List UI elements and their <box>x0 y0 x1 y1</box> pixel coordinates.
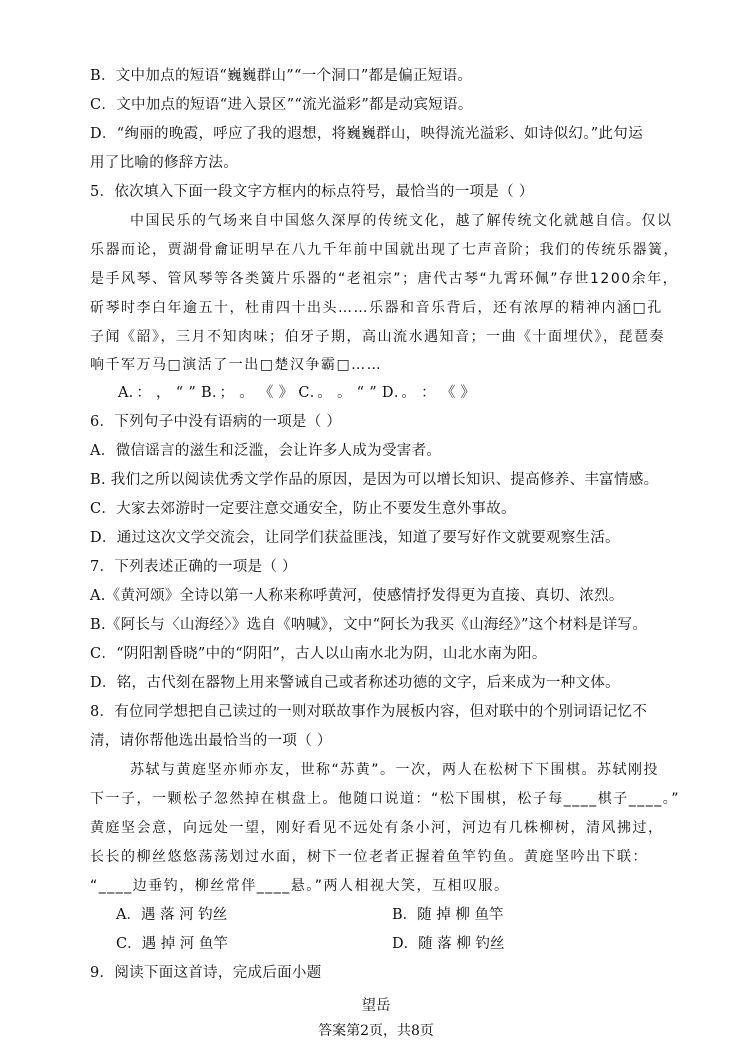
passage-line: 中国民乐的气场来自中国悠久深厚的传统文化，越了解传统文化就越自信。仅以 <box>130 213 673 229</box>
passage-line: 斫琴时李白年逾五十，杜甫四十出头……乐器和音乐背后，还有浓厚的精神内涵□孔 <box>90 300 663 316</box>
question-9: 9．阅读下面这首诗，完成后面小题 <box>90 965 322 981</box>
story-line: 黄庭坚会意，向远处一望，刚好看见不远处有条小河，河边有几株柳树，清风拂过， <box>90 820 664 836</box>
q5-options: A．： ， “ ” B．； 。 《 》 C．。 。 “ ” D．。 ： 《 》 <box>118 385 476 401</box>
passage-line: 乐器而论，贾湖骨龠证明早在八九千年前中国就出现了七声音阶；我们的传统乐器簧， <box>90 242 679 258</box>
passage-line: 响千军万马□演活了一出□楚汉争霸□…… <box>90 357 383 373</box>
text-line: 清，请你帮他选出最恰当的一项（ ） <box>90 733 332 749</box>
text-line: A．微信谣言的滋生和泛滥，会让许多人成为受害者。 <box>90 443 442 459</box>
option-c: C．遇 掉 河 鱼竿 <box>116 936 228 952</box>
story-line: 长长的柳丝悠悠荡荡划过水面，树下一位老者正握着鱼竿钓鱼。黄庭坚吟出下联： <box>90 849 648 865</box>
text-line: D．铭，古代刻在器物上用来警诫自己或者称述功德的文字，后来成为一种文体。 <box>90 675 620 691</box>
option-d: D．随 落 柳 钓丝 <box>392 936 505 952</box>
question-6: 6．下列句子中没有语病的一项是（ ） <box>90 414 342 430</box>
passage-line: 是手风琴、管风琴等各类簧片乐器的“老祖宗”；唐代古琴“九霄环佩”存世1200余年， <box>90 271 679 287</box>
text-line: C．“阴阳割昏晓”中的“阴阳”，古人以山南水北为阴，山北水南为阳。 <box>90 646 547 662</box>
story-line: 苏轼与黄庭坚亦师亦友，世称“苏黄”。一次，两人在松树下下围棋。苏轼刚投 <box>130 762 660 778</box>
text-line: D．“绚丽的晚霞，呼应了我的遐想，将巍巍群山，映得流光溢彩、如诗似幻。”此句运 <box>90 126 643 142</box>
text-line: 用了比喻的修辞方法。 <box>90 155 238 171</box>
text-line: B.《阿长与〈山海经〉》选自《呐喊》，文中“阿长为我买《山海经》”这个材料是详写。 <box>90 617 648 633</box>
poem-title: 望岳 <box>361 998 391 1014</box>
option-b: B．随 掉 柳 鱼竿 <box>392 907 504 923</box>
text-line: A.《黄河颂》全诗以第一人称来称呼黄河，使感情抒发得更为直接、真切、浓烈。 <box>90 588 624 604</box>
question-7: 7．下列表述正确的一项是（ ） <box>90 559 297 575</box>
option-a: A．遇 落 河 钓丝 <box>116 907 228 923</box>
story-line: “____边垂钓，柳丝常伴____悬。”两人相视大笑，互相叹服。 <box>90 878 510 894</box>
question-8: 8．有位同学想把自己读过的一则对联故事作为展板内容，但对联中的个别词语记忆不 <box>90 704 648 720</box>
text-line: B．文中加点的短语“巍巍群山”“一个洞口”都是偏正短语。 <box>90 68 473 84</box>
page-footer: 答案第2页，共8页 <box>318 1023 434 1039</box>
story-line: 下一子，一颗松子忽然掉在棋盘上。他随口说道：“松下围棋，松子每____棋子____。” <box>90 791 681 807</box>
text-line: B. 我们之所以阅读优秀文学作品的原因，是因为可以增长知识、提高修养、丰富情感。 <box>90 472 659 488</box>
text-line: C．文中加点的短语“进入景区”“流光溢彩”都是动宾短语。 <box>90 97 473 113</box>
text-line: C．大家去郊游时一定要注意交通安全，防止不要发生意外事故。 <box>90 501 516 517</box>
text-line: D．通过这次文学交流会，让同学们获益匪浅，知道了要写好作文就要观察生活。 <box>90 530 620 546</box>
passage-line: 子闻《韶》，三月不知肉味；伯牙子期，高山流水遇知音；一曲《十面埋伏》，琵琶奏 <box>90 329 665 345</box>
question-5: 5．依次填入下面一段文字方框内的标点符号，最恰当的一项是（ ） <box>90 184 534 200</box>
